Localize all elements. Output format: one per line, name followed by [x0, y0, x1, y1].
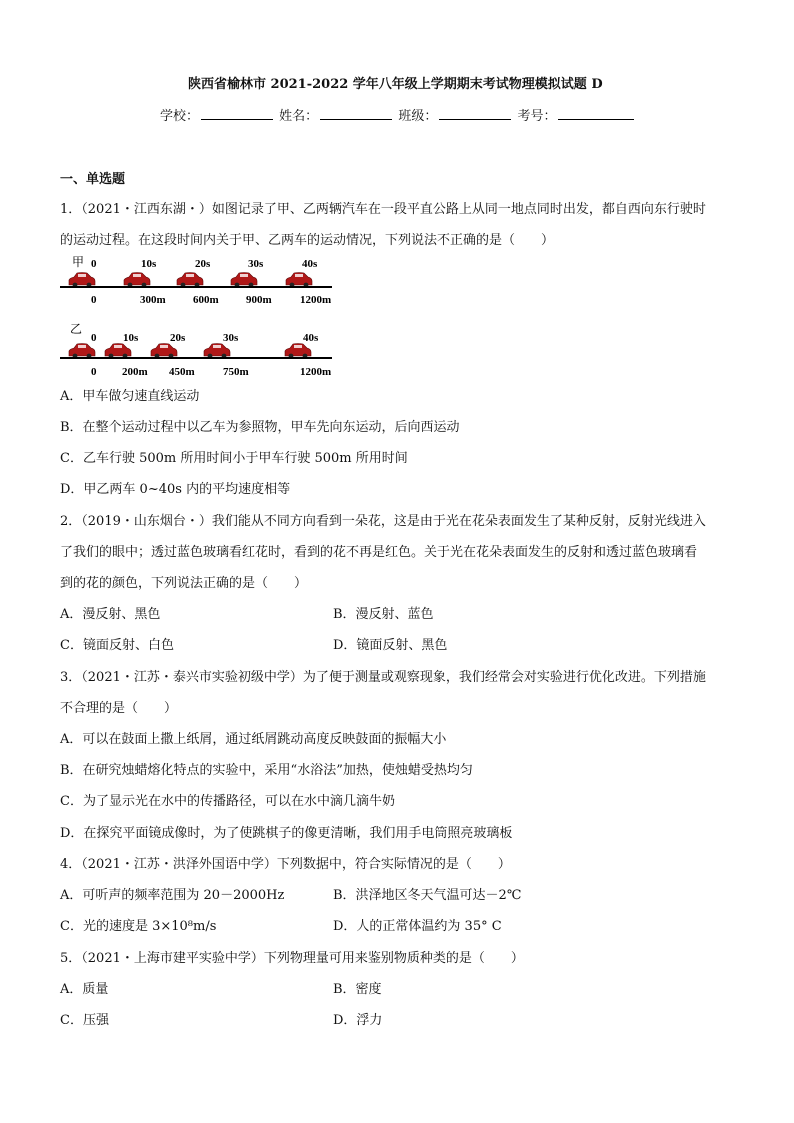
q1-stem-line1: 1．（2021・江西东湖・）如图记录了甲、乙两辆汽车在一段平直公路上从同一地点同时出发，都自西向东行驶时 [60, 202, 706, 217]
car-b-time: 40s [303, 332, 319, 344]
q2-stem-line3: 到的花的颜色，下列说法正确的是（ ） [60, 576, 308, 591]
exam-no-field[interactable] [558, 106, 634, 120]
q1-option-a[interactable]: A．甲车做匀速直线运动 [60, 389, 200, 404]
car-b-distance: 0 [91, 366, 97, 378]
q5-option-a[interactable]: A．质量 [60, 982, 109, 997]
q3-option-d[interactable]: D．在探究平面镜成像时，为了使跳棋子的像更清晰，我们用手电筒照亮玻璃板 [60, 826, 513, 841]
name-field[interactable] [320, 106, 392, 120]
school-field[interactable] [201, 106, 273, 120]
car-a-distance: 300m [140, 294, 166, 306]
q4-option-a[interactable]: A．可听声的频率范围为 20－2000Hz [60, 888, 285, 903]
car-a-distance: 900m [246, 294, 272, 306]
car-a-time: 10s [141, 258, 157, 270]
q1-option-d[interactable]: D．甲乙两车 0~40s 内的平均速度相等 [60, 482, 291, 497]
car-a-icon [286, 273, 312, 288]
car-b-icon [105, 344, 131, 359]
q2-option-a[interactable]: A．漫反射、黑色 [60, 607, 161, 622]
car-b-icon [69, 344, 95, 359]
school-label: 学校： [160, 109, 200, 124]
car-b-distance: 750m [223, 366, 249, 378]
car-b-icon [285, 344, 311, 359]
car-a-distance: 1200m [300, 294, 332, 306]
class-field[interactable] [439, 106, 511, 120]
section-title: 一、单选题 [60, 172, 126, 187]
q4-stem: 4．（2021・江苏・洪泽外国语中学）下列数据中，符合实际情况的是（ ） [60, 857, 511, 872]
name-label: 姓名： [279, 109, 319, 124]
car-a-time: 40s [302, 258, 318, 270]
car-b-time: 20s [170, 332, 186, 344]
exam-no-label: 考号： [517, 109, 557, 124]
car-a-icon [69, 273, 95, 288]
car-b-icon [151, 344, 177, 359]
q3-option-c[interactable]: C．为了显示光在水中的传播路径，可以在水中滴几滴牛奶 [60, 794, 395, 809]
q2-option-b[interactable]: B．漫反射、蓝色 [333, 607, 434, 622]
car-b-time: 30s [223, 332, 239, 344]
q5-stem: 5．（2021・上海市建平实验中学）下列物理量可用来鉴别物质种类的是（ ） [60, 951, 524, 966]
car-b-label: 乙 [70, 322, 83, 336]
q1-stem-line2: 的运动过程。在这段时间内关于甲、乙两车的运动情况，下列说法不正确的是（ ） [60, 233, 555, 248]
q5-option-b[interactable]: B．密度 [333, 982, 382, 997]
car-a-icon [177, 273, 203, 288]
car-a-label: 甲 [72, 255, 85, 269]
car-b-time: 0 [91, 332, 97, 344]
q2-stem-line2: 了我们的眼中；透过蓝色玻璃看红花时，看到的花不再是红色。关于光在花朵表面发生的反射和透过蓝色玻璃看 [60, 545, 698, 560]
q3-stem-line2: 不合理的是（ ） [60, 701, 178, 716]
q2-option-d[interactable]: D．镜面反射、黑色 [333, 638, 448, 653]
car-b-time: 10s [123, 332, 139, 344]
q3-stem-line1: 3．（2021・江苏・泰兴市实验初级中学）为了便于测量或观察现象，我们经常会对实验进行优化改进。下列措施 [60, 670, 706, 685]
page-title: 陕西省榆林市 2021-2022 学年八年级上学期期末考试物理模拟试题 D [188, 77, 603, 92]
q4-option-d[interactable]: D．人的正常体温约为 35° C [333, 919, 502, 934]
q4-option-c[interactable]: C．光的速度是 3×10⁸m/s [60, 919, 217, 934]
motion-figure [60, 252, 350, 382]
car-a-icon [124, 273, 150, 288]
car-a-icon [231, 273, 257, 288]
class-label: 班级： [398, 109, 438, 124]
car-a-time: 30s [248, 258, 264, 270]
q1-option-b[interactable]: B．在整个运动过程中以乙车为参照物，甲车先向东运动，后向西运动 [60, 420, 460, 435]
q4-option-b[interactable]: B．洪泽地区冬天气温可达－2℃ [333, 888, 522, 903]
q2-option-c[interactable]: C．镜面反射、白色 [60, 638, 174, 653]
car-a-distance: 0 [91, 294, 97, 306]
q5-option-d[interactable]: D．浮力 [333, 1013, 383, 1028]
car-b-distance: 200m [122, 366, 148, 378]
car-b-distance: 450m [169, 366, 195, 378]
q3-option-a[interactable]: A．可以在鼓面上撒上纸屑，通过纸屑跳动高度反映鼓面的振幅大小 [60, 732, 447, 747]
q2-stem-line1: 2．（2019・山东烟台・）我们能从不同方向看到一朵花，这是由于光在花朵表面发生了某种反射，反射光线进入 [60, 514, 706, 529]
q1-option-c[interactable]: C．乙车行驶 500m 所用时间小于甲车行驶 500m 所用时间 [60, 451, 408, 466]
car-a-distance: 600m [193, 294, 219, 306]
q3-option-b[interactable]: B．在研究烛蜡熔化特点的实验中，采用“水浴法”加热，使烛蜡受热均匀 [60, 763, 473, 778]
car-a-time: 20s [195, 258, 211, 270]
car-a-time: 0 [91, 258, 97, 270]
car-b-distance: 1200m [300, 366, 332, 378]
student-info-line [160, 106, 636, 126]
q5-option-c[interactable]: C．压强 [60, 1013, 109, 1028]
car-b-icon [204, 344, 230, 359]
